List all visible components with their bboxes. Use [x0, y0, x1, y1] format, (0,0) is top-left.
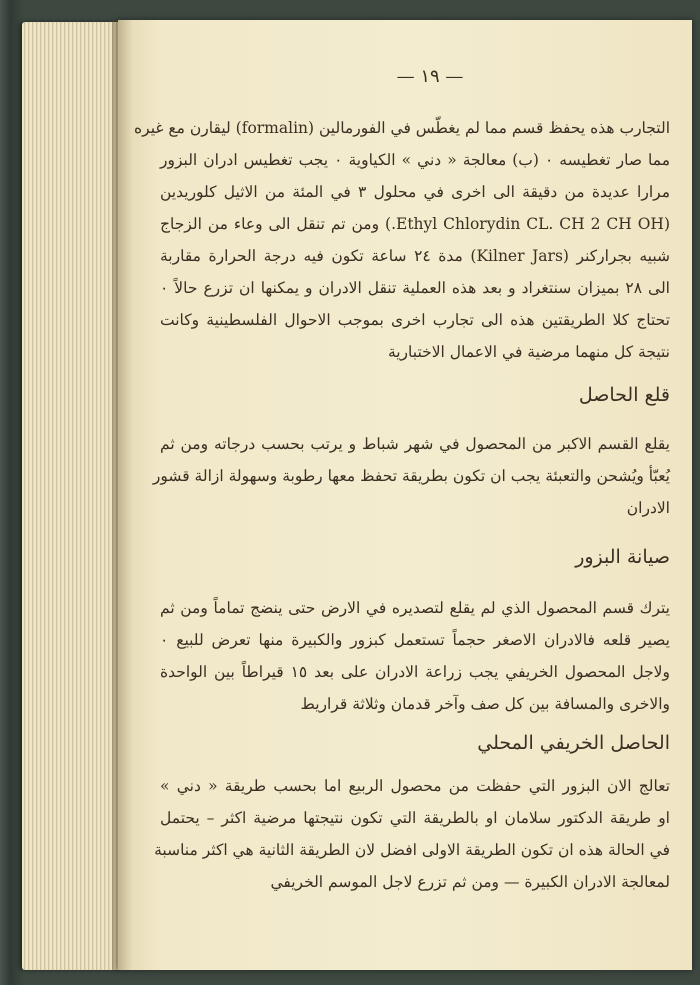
- text-line: لمعالجة الادران الكبيرة — ومن ثم تزرع لاجل الموسم الخريفي: [270, 873, 670, 891]
- text-line: يصير قلعه فالادران الاصغر حجماً تستعمل كبزور والكبيرة منها تعرض للبيع ٠: [160, 631, 670, 649]
- intro-paragraph: [134, 112, 671, 368]
- text-line: او طريقة الدكتور سلامان او بالطريقة التي تكون نتيجتها مرضية اكثر – يحتمل: [160, 809, 670, 827]
- text-line: (Ethyl Chlorydin CL. CH 2 CH OH.) ومن تم تنقل الى وعاء من الزجاج: [160, 215, 670, 233]
- section-heading-harvest: قلع الحاصل: [578, 384, 670, 406]
- autumn-crop-paragraph: [154, 770, 670, 898]
- text-line: التجارب هذه يحفظ قسم مما لم يغطّس في الفورمالين (formalin) ليقارن مع غيره: [134, 119, 670, 137]
- text-line: تحتاج كلا الطريقتين هذه الى تجارب اخرى بموجب الاحوال الفلسطينية وكانت: [160, 311, 670, 329]
- text-line: تعالج الان البزور التي حفظت من محصول الربيع اما بحسب طريقة « دني »: [160, 777, 670, 795]
- section-heading-autumn-crop: الحاصل الخريفي المحلي: [477, 732, 670, 754]
- text-line: الادران: [626, 499, 670, 517]
- harvest-paragraph: [152, 428, 670, 524]
- text-line: مما صار تغطيسه ٠ (ب) معالجة « دني » الكياوية ٠ يجب تغطيس ادران البزور: [160, 151, 670, 169]
- text-line: والاخرى والمسافة بين كل صف وآخر قدمان وثلاثة قراريط: [300, 695, 670, 713]
- text-line: نتيجة كل منهما مرضية في الاعمال الاختبارية: [387, 343, 670, 361]
- text-line: مرارا عديدة من دقيقة الى اخرى في محلول ٣ في المئة من الاثيل كلوريدين: [160, 183, 670, 201]
- section-heading-seed-preservation: صيانة البزور: [575, 546, 670, 568]
- gutter-shadow: [112, 20, 132, 970]
- text-line: يُعبّأ ويُشحن والتعبئة يجب ان تكون بطريقة تحفظ معها رطوبة وسهولة ازالة قشور: [152, 467, 670, 485]
- text-line: الى ٢٨ بميزان سنتغراد و بعد هذه العملية تنقل الادران و يمكنها ان تزرع حالاً ٠: [160, 279, 670, 297]
- seed-preservation-paragraph: [160, 592, 670, 720]
- text-line: في الحالة هذه ان تكون الطريقة الاولى افضل لان الطريقة الثانية هي اكثر مناسبة: [154, 841, 670, 859]
- text-line: يترك قسم المحصول الذي لم يقلع لتصديره في الارض حتى ينضج تماماً ومن ثم: [160, 599, 670, 617]
- book-page-edges: [22, 22, 122, 970]
- text-line: شبيه بجراركنر (Kilner Jars) مدة ٢٤ ساعة تكون فيه درجة الحرارة مقاربة: [160, 247, 671, 265]
- text-line: ولاجل المحصول الخريفي يجب زراعة الادران على بعد ١٥ قيراطاً بين الواحدة: [160, 663, 670, 681]
- page-number: — ١٩ —: [396, 66, 464, 87]
- text-line: يقلع القسم الاكبر من المحصول في شهر شباط و يرتب بحسب درجاته ومن ثم: [160, 435, 670, 453]
